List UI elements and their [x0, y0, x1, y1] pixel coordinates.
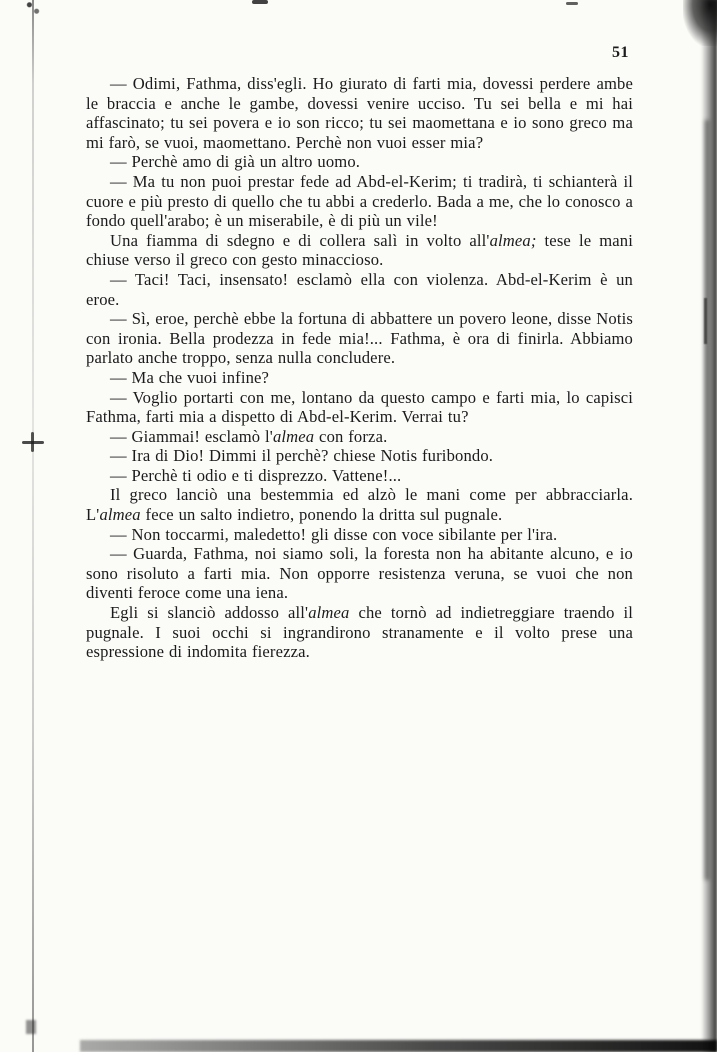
italic-text: almea — [99, 505, 141, 525]
scan-artifact-top-left-marks — [24, 0, 42, 16]
scan-artifact-top-dash-1 — [252, 0, 268, 4]
scan-artifact-bottom-band — [80, 1040, 717, 1052]
scan-artifact-right-ticks — [704, 298, 707, 344]
paragraph — [86, 74, 633, 152]
paragraph — [86, 152, 633, 172]
italic-text: almea — [308, 603, 350, 623]
body-text: Il greco lanciò una bestemmia ed alzò le mani come per abbracciarla. L' — [86, 485, 633, 525]
text-block — [86, 44, 633, 662]
scan-artifact-left-rule — [32, 0, 34, 1052]
scan-artifact-top-right-blob — [683, 0, 717, 46]
body-text: — Ma tu non puoi prestar fede ad Abd-el-Kerim; ti tradirà, ti schianterà il cuore e più presto di quello che tu abbi a crederlo. Bada a me, che lo conosco a fondo quell'arabo; è un miserabile, è di più un vile! — [86, 171, 633, 231]
paragraph — [86, 270, 633, 309]
body-text: con forza. — [314, 426, 388, 446]
scan-artifact-right-band — [701, 0, 717, 1052]
body-text: — Non toccarmi, maledetto! gli disse con voce sibilante per l'ira. — [110, 524, 558, 544]
paragraph — [86, 544, 633, 603]
paragraph — [86, 388, 633, 427]
scan-artifact-left-cross-vertical — [31, 432, 34, 452]
body-text: Egli si slanciò addosso all' — [110, 603, 309, 623]
scan-artifact-right-streak — [705, 120, 709, 880]
body-text: — Ira di Dio! Dimmi il perchè? chiese Notis furibondo. — [110, 446, 494, 466]
paragraph — [86, 466, 633, 486]
body-text: che tornò ad indietreggiare traendo il pugnale. I suoi occhi si ingrandirono stranamente e il volto prese una espressione di indomita fierezza. — [86, 603, 634, 662]
italic-text: almea — [272, 426, 315, 446]
paragraph — [86, 309, 633, 368]
body-text: fece un salto indietro, ponendo la dritta sul pugnale. — [140, 505, 503, 525]
scan-artifact-top-dash-2 — [566, 2, 578, 5]
paragraph — [86, 231, 633, 270]
paragraph — [86, 368, 633, 388]
scan-artifact-left-cross — [22, 441, 44, 444]
paragraph — [86, 172, 633, 231]
body-text: — Voglio portarti con me, lontano da questo campo e farti mia, lo capisci Fathma, farti mia a dispetto di Abd-el-Kerim. Verrai tu? — [86, 387, 633, 427]
paragraph — [86, 485, 633, 524]
body-text: — Guarda, Fathma, noi siamo soli, la foresta non ha abitante alcuno, e io sono risoluto a farti mia. Non opporre resistenza veruna, se vuoi che non diventi feroce come una iena. — [86, 544, 633, 603]
paragraph — [86, 427, 633, 447]
paragraph — [86, 446, 633, 466]
body-text: tese le mani chiuse verso il greco con gesto minaccioso. — [86, 230, 633, 270]
scan-artifact-bottom-left-mark — [26, 1020, 36, 1034]
body-text: — Perchè ti odio e ti disprezzo. Vattene!... — [110, 465, 402, 485]
body-text: Una fiamma di sdegno e di collera salì in volto all' — [110, 230, 490, 250]
body-text: — Ma che vuoi infine? — [110, 367, 270, 387]
body-text: — Taci! Taci, insensato! esclamò ella con violenza. Abd-el-Kerim è un eroe. — [86, 269, 633, 309]
body-text: — Odimi, Fathma, diss'egli. Ho giurato di farti mia, dovessi perdere ambe le braccia e anche le gambe, dovessi venire ucciso. Tu sei bella e mi hai affascinato; tu sei povera e io son ricco; tu sei maomettana e io sono greco ma mi farò, se vuoi, maomettano. Perchè non vuoi esser mia? — [86, 74, 633, 152]
paragraph — [86, 525, 633, 545]
italic-text: almea; — [489, 230, 537, 250]
paragraph — [86, 603, 633, 662]
body-text: — Perchè amo di già un altro uomo. — [110, 152, 361, 172]
body-text: — Sì, eroe, perchè ebbe la fortuna di abbattere un povero leone, disse Notis con ironia. Bella prodezza in fede mia!... Fathma, è ora di finirla. Abbiamo parlato anche troppo, senza nulla concludere. — [86, 309, 633, 368]
body-text: — Giammai! esclamò l' — [110, 426, 273, 446]
page-number: 51 — [612, 44, 629, 61]
